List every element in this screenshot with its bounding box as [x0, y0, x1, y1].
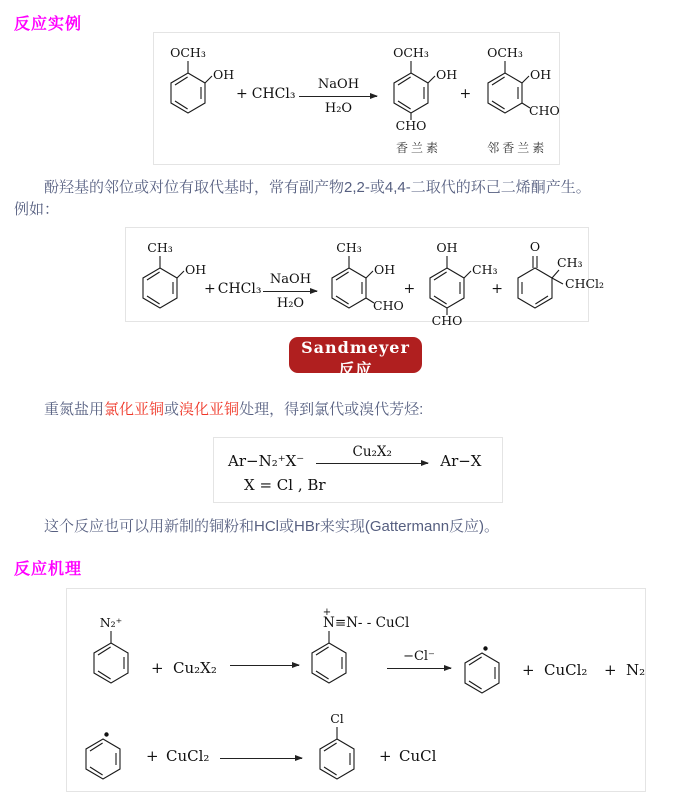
plus-sign: + — [403, 281, 416, 297]
plus-sign: + — [379, 747, 392, 765]
highlight-cucl: 氯化亚铜 — [104, 401, 165, 418]
molecule-benzenediazonium — [81, 605, 143, 689]
molecule-cyclohexadienone — [505, 230, 604, 314]
molecule-phenyl-radical — [73, 701, 135, 785]
reagent-chcl3: CHCl₃ — [251, 86, 296, 102]
aryl-halide-formula: Ar−X — [440, 452, 482, 470]
substituent-bottom-label: CHO — [431, 313, 463, 328]
section-heading-mechanism: 反应机理 — [14, 561, 83, 578]
arrow-line — [220, 758, 302, 759]
reaction-image-mechanism — [66, 588, 646, 792]
substituent-ch3-label: CH₃ — [556, 255, 583, 270]
plus-sign: + — [459, 86, 472, 102]
product-n2: N₂ — [626, 661, 646, 679]
condition-above: NaOH — [269, 272, 312, 287]
substituent-top-label: OCH₃ — [170, 45, 206, 60]
substituent-right-label: OH — [185, 262, 207, 277]
substituent-right-label: OH — [530, 67, 552, 82]
substituent-top-label: CH₃ — [336, 240, 363, 255]
reaction-arrow-conditions — [316, 444, 428, 464]
substituent-top-label: OCH₃ — [393, 45, 430, 60]
condition-above: −Cl⁻ — [403, 649, 435, 664]
paragraph-segment: 重氮盐用 — [44, 401, 105, 418]
paragraph-segment: 处理，得到氯代或溴代芳烃: — [239, 401, 424, 418]
plus-sign: + — [491, 281, 503, 297]
substituent-side-label: CHO — [373, 298, 405, 313]
substituent-top-label: OCH₃ — [487, 45, 524, 60]
reaction-image-1 — [153, 32, 560, 165]
paragraph-gattermann: 这个反应也可以用新制的铜粉和HCl或HBr来实现(Gattermann反应)。 — [44, 518, 500, 535]
condition-below: H₂O — [324, 101, 353, 116]
carbonyl-oxygen-label: O — [529, 239, 541, 254]
section-heading-examples: 反应实例 — [14, 16, 83, 33]
charge-label: + — [322, 607, 332, 618]
arrow-line — [263, 291, 317, 292]
reaction-arrow-conditions — [263, 272, 317, 312]
product-o-vanillin-group — [475, 35, 559, 156]
arrow-line — [299, 96, 377, 97]
plus-sign: + — [522, 661, 535, 679]
arrow-line — [230, 665, 299, 666]
molecule-hydroxy-methyl-benzaldehyde — [417, 230, 498, 328]
substituent-side-label: CHO — [529, 103, 560, 118]
product-caption-vanillin: 香兰素 — [395, 141, 441, 155]
plus-sign: + — [146, 747, 159, 765]
complex-label: N≡N- - CuCl — [323, 615, 410, 631]
molecule-chlorobenzene — [307, 701, 369, 785]
sandmeyer-reaction-button[interactable]: Sandmeyer反应 — [289, 337, 422, 373]
reaction-image-2 — [125, 227, 604, 328]
reagent-cucl2: CuCl₂ — [166, 747, 210, 765]
substituent-bottom-label: CHO — [396, 118, 427, 133]
plus-sign: + — [204, 281, 216, 297]
arrow-line — [316, 463, 428, 464]
paragraph-line: 酚羟基的邻位或对位有取代基时，常有副产物2,2-或4,4-二取代的环己二烯酮产生。 — [44, 179, 591, 196]
substituent-right-label: OH — [213, 67, 235, 82]
halide-note: X = Cl , Br — [244, 476, 326, 494]
product-cucl2: CuCl₂ — [544, 661, 588, 679]
paragraph-side-products — [14, 177, 684, 221]
reaction-arrow-conditions — [387, 649, 451, 669]
substituent-top-label: OH — [436, 240, 458, 255]
product-caption-o-vanillin: 邻香兰素 — [487, 141, 548, 155]
chlorine-label: Cl — [330, 711, 344, 726]
molecule-diazonium-cucl-complex — [299, 605, 449, 689]
product-cucl: CuCl — [399, 747, 437, 765]
substituent-right-label: OH — [374, 262, 396, 277]
reagent-cu2x2: Cu₂X₂ — [173, 659, 217, 677]
substituent-top-label: CH₃ — [147, 240, 173, 255]
arrow-line — [387, 668, 451, 669]
paragraph-diazonium — [14, 399, 684, 421]
molecule-phenyl-radical — [452, 615, 514, 699]
product-vanillin-group — [381, 35, 458, 156]
molecule-o-vanillin — [475, 35, 559, 119]
condition-above: NaOH — [317, 77, 360, 92]
highlight-cubr: 溴化亚铜 — [179, 401, 240, 418]
substituent-right-label: OH — [436, 67, 458, 82]
diazonium-label: N₂⁺ — [99, 615, 123, 630]
substituent-chcl2-label: CHCl₂ — [564, 276, 604, 291]
diazonium-formula: Ar−N₂⁺X⁻ — [228, 452, 305, 470]
molecule-vanillin — [381, 35, 458, 133]
substituent-right-label: CH₃ — [472, 262, 498, 277]
radical-dot — [104, 732, 108, 736]
molecule-guaiacol — [158, 35, 235, 119]
molecule-o-cresol — [130, 230, 207, 314]
plus-sign: + — [236, 86, 248, 102]
paragraph-segment: 或 — [164, 401, 180, 418]
equation-row — [228, 444, 502, 470]
molecule-methyl-salicylaldehyde — [319, 230, 405, 314]
condition-below: H₂O — [276, 296, 305, 311]
reagent-chcl3: CHCl₃ — [217, 281, 262, 297]
plus-sign: + — [604, 661, 617, 679]
reaction-image-sandmeyer-equation — [213, 437, 503, 503]
reaction-arrow-conditions — [299, 77, 377, 117]
radical-dot — [483, 646, 487, 650]
condition-above: Cu₂X₂ — [352, 444, 392, 460]
plus-sign: + — [151, 659, 164, 677]
paragraph-line: 例如： — [14, 201, 60, 218]
